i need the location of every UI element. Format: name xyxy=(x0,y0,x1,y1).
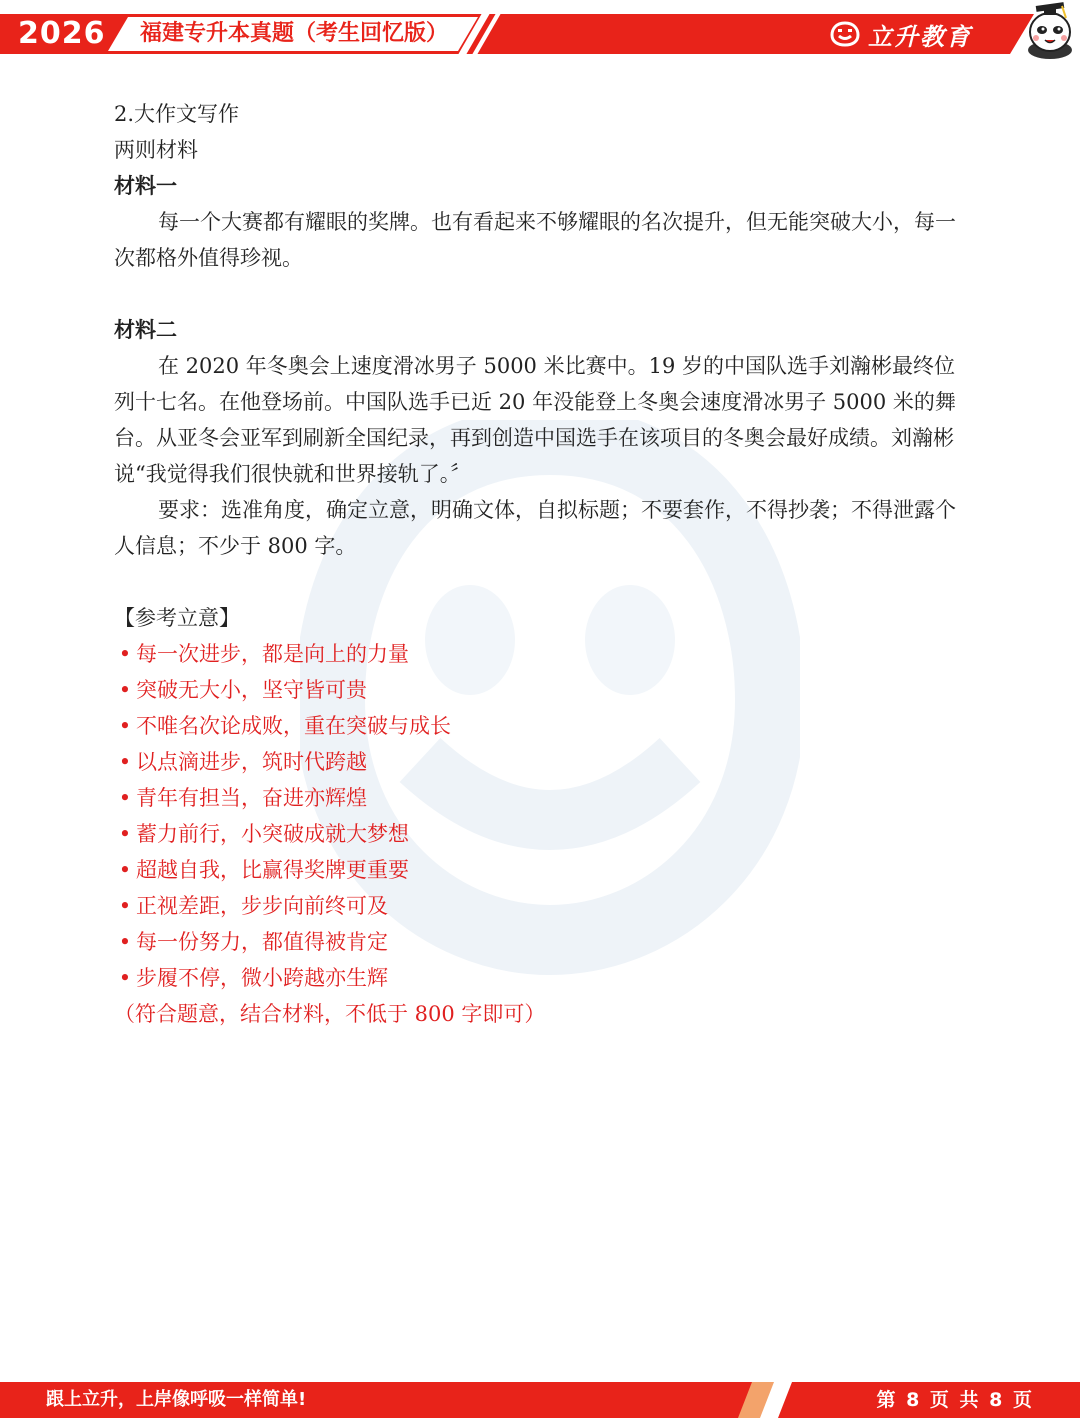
page-number: 第 8 页 共 8 页 xyxy=(876,1389,1034,1411)
brand-name: 立升教育 xyxy=(868,22,972,51)
list-item xyxy=(114,888,974,924)
footer-slogan: 跟上立升，上岸像呼吸一样简单! xyxy=(46,1389,307,1410)
list-item-text: 青年有担当，奋进亦辉煌 xyxy=(136,786,367,810)
bullet-dot: • xyxy=(118,678,132,702)
mascot-icon xyxy=(1016,0,1080,60)
reference-list xyxy=(114,636,974,996)
reference-title: 【参考立意】 xyxy=(114,606,240,630)
brand-logo-icon xyxy=(830,21,860,47)
list-item xyxy=(114,852,974,888)
material2-text: 在 2020 年冬奥会上速度滑冰男子 5000 米比赛中。19 岁的中国队选手刘瀚彬最终位列十七名。在他登场前。中国队选手已近 20 年没能登上冬奥会速度滑冰男子 5000 米的舞台。从亚冬会亚军到刷新全国纪录，再到创造中国选手在该项目的冬奥会最好成绩。刘瀚彬说“我觉得我们很快就和世界接轨了。〞 xyxy=(114,354,956,486)
bullet-dot: • xyxy=(118,822,132,846)
list-item-text: 步履不停，微小跨越亦生辉 xyxy=(136,966,388,990)
list-item-text: 每一份努力，都值得被肯定 xyxy=(136,930,388,954)
list-item xyxy=(114,708,974,744)
header-title: 福建专升本真题（考生回忆版） xyxy=(140,21,449,46)
material1-text: 每一个大赛都有耀眼的奖牌。也有看起来不够耀眼的名次提升，但无能突破大小，每一次都格外值得珍视。 xyxy=(114,210,956,270)
bullet-dot: • xyxy=(118,930,132,954)
list-item xyxy=(114,744,974,780)
bullet-dot: • xyxy=(118,894,132,918)
list-item-text: 蓄力前行，小突破成就大梦想 xyxy=(136,822,409,846)
spacer xyxy=(114,276,974,312)
requirement-text: 要求：选准角度，确定立意，明确文体，自拟标题；不要套作，不得抄袭；不得泄露个人信息；不少于 800 字。 xyxy=(114,498,956,558)
list-item-text: 突破无大小，坚守皆可贵 xyxy=(136,678,367,702)
page-footer xyxy=(0,1382,1080,1418)
list-item-text: 以点滴进步，筑时代跨越 xyxy=(136,750,367,774)
list-item xyxy=(114,780,974,816)
header-year: 2026 xyxy=(18,16,106,51)
material1-title: 材料一 xyxy=(114,173,177,198)
bullet-dot: • xyxy=(118,714,132,738)
bullet-dot: • xyxy=(118,858,132,882)
bullet-dot: • xyxy=(118,966,132,990)
material2-title: 材料二 xyxy=(114,317,177,342)
page-header xyxy=(0,0,1080,62)
list-item-text: 不唯名次论成败，重在突破与成长 xyxy=(136,714,451,738)
spacer xyxy=(114,564,974,600)
list-item-text: 正视差距，步步向前终可及 xyxy=(136,894,388,918)
list-item xyxy=(114,960,974,996)
bullet-dot: • xyxy=(118,642,132,666)
list-item xyxy=(114,672,974,708)
brand xyxy=(830,14,972,54)
section-heading: 2.大作文写作 xyxy=(114,102,240,126)
list-item-text: 超越自我，比赢得奖牌更重要 xyxy=(136,858,409,882)
list-item xyxy=(114,816,974,852)
list-item xyxy=(114,636,974,672)
reference-note: （符合题意，结合材料，不低于 800 字即可） xyxy=(114,1002,546,1026)
section-intro: 两则材料 xyxy=(114,138,198,162)
page-content xyxy=(114,96,974,1032)
list-item xyxy=(114,924,974,960)
list-item-text: 每一次进步，都是向上的力量 xyxy=(136,642,409,666)
bullet-dot: • xyxy=(118,786,132,810)
bullet-dot: • xyxy=(118,750,132,774)
